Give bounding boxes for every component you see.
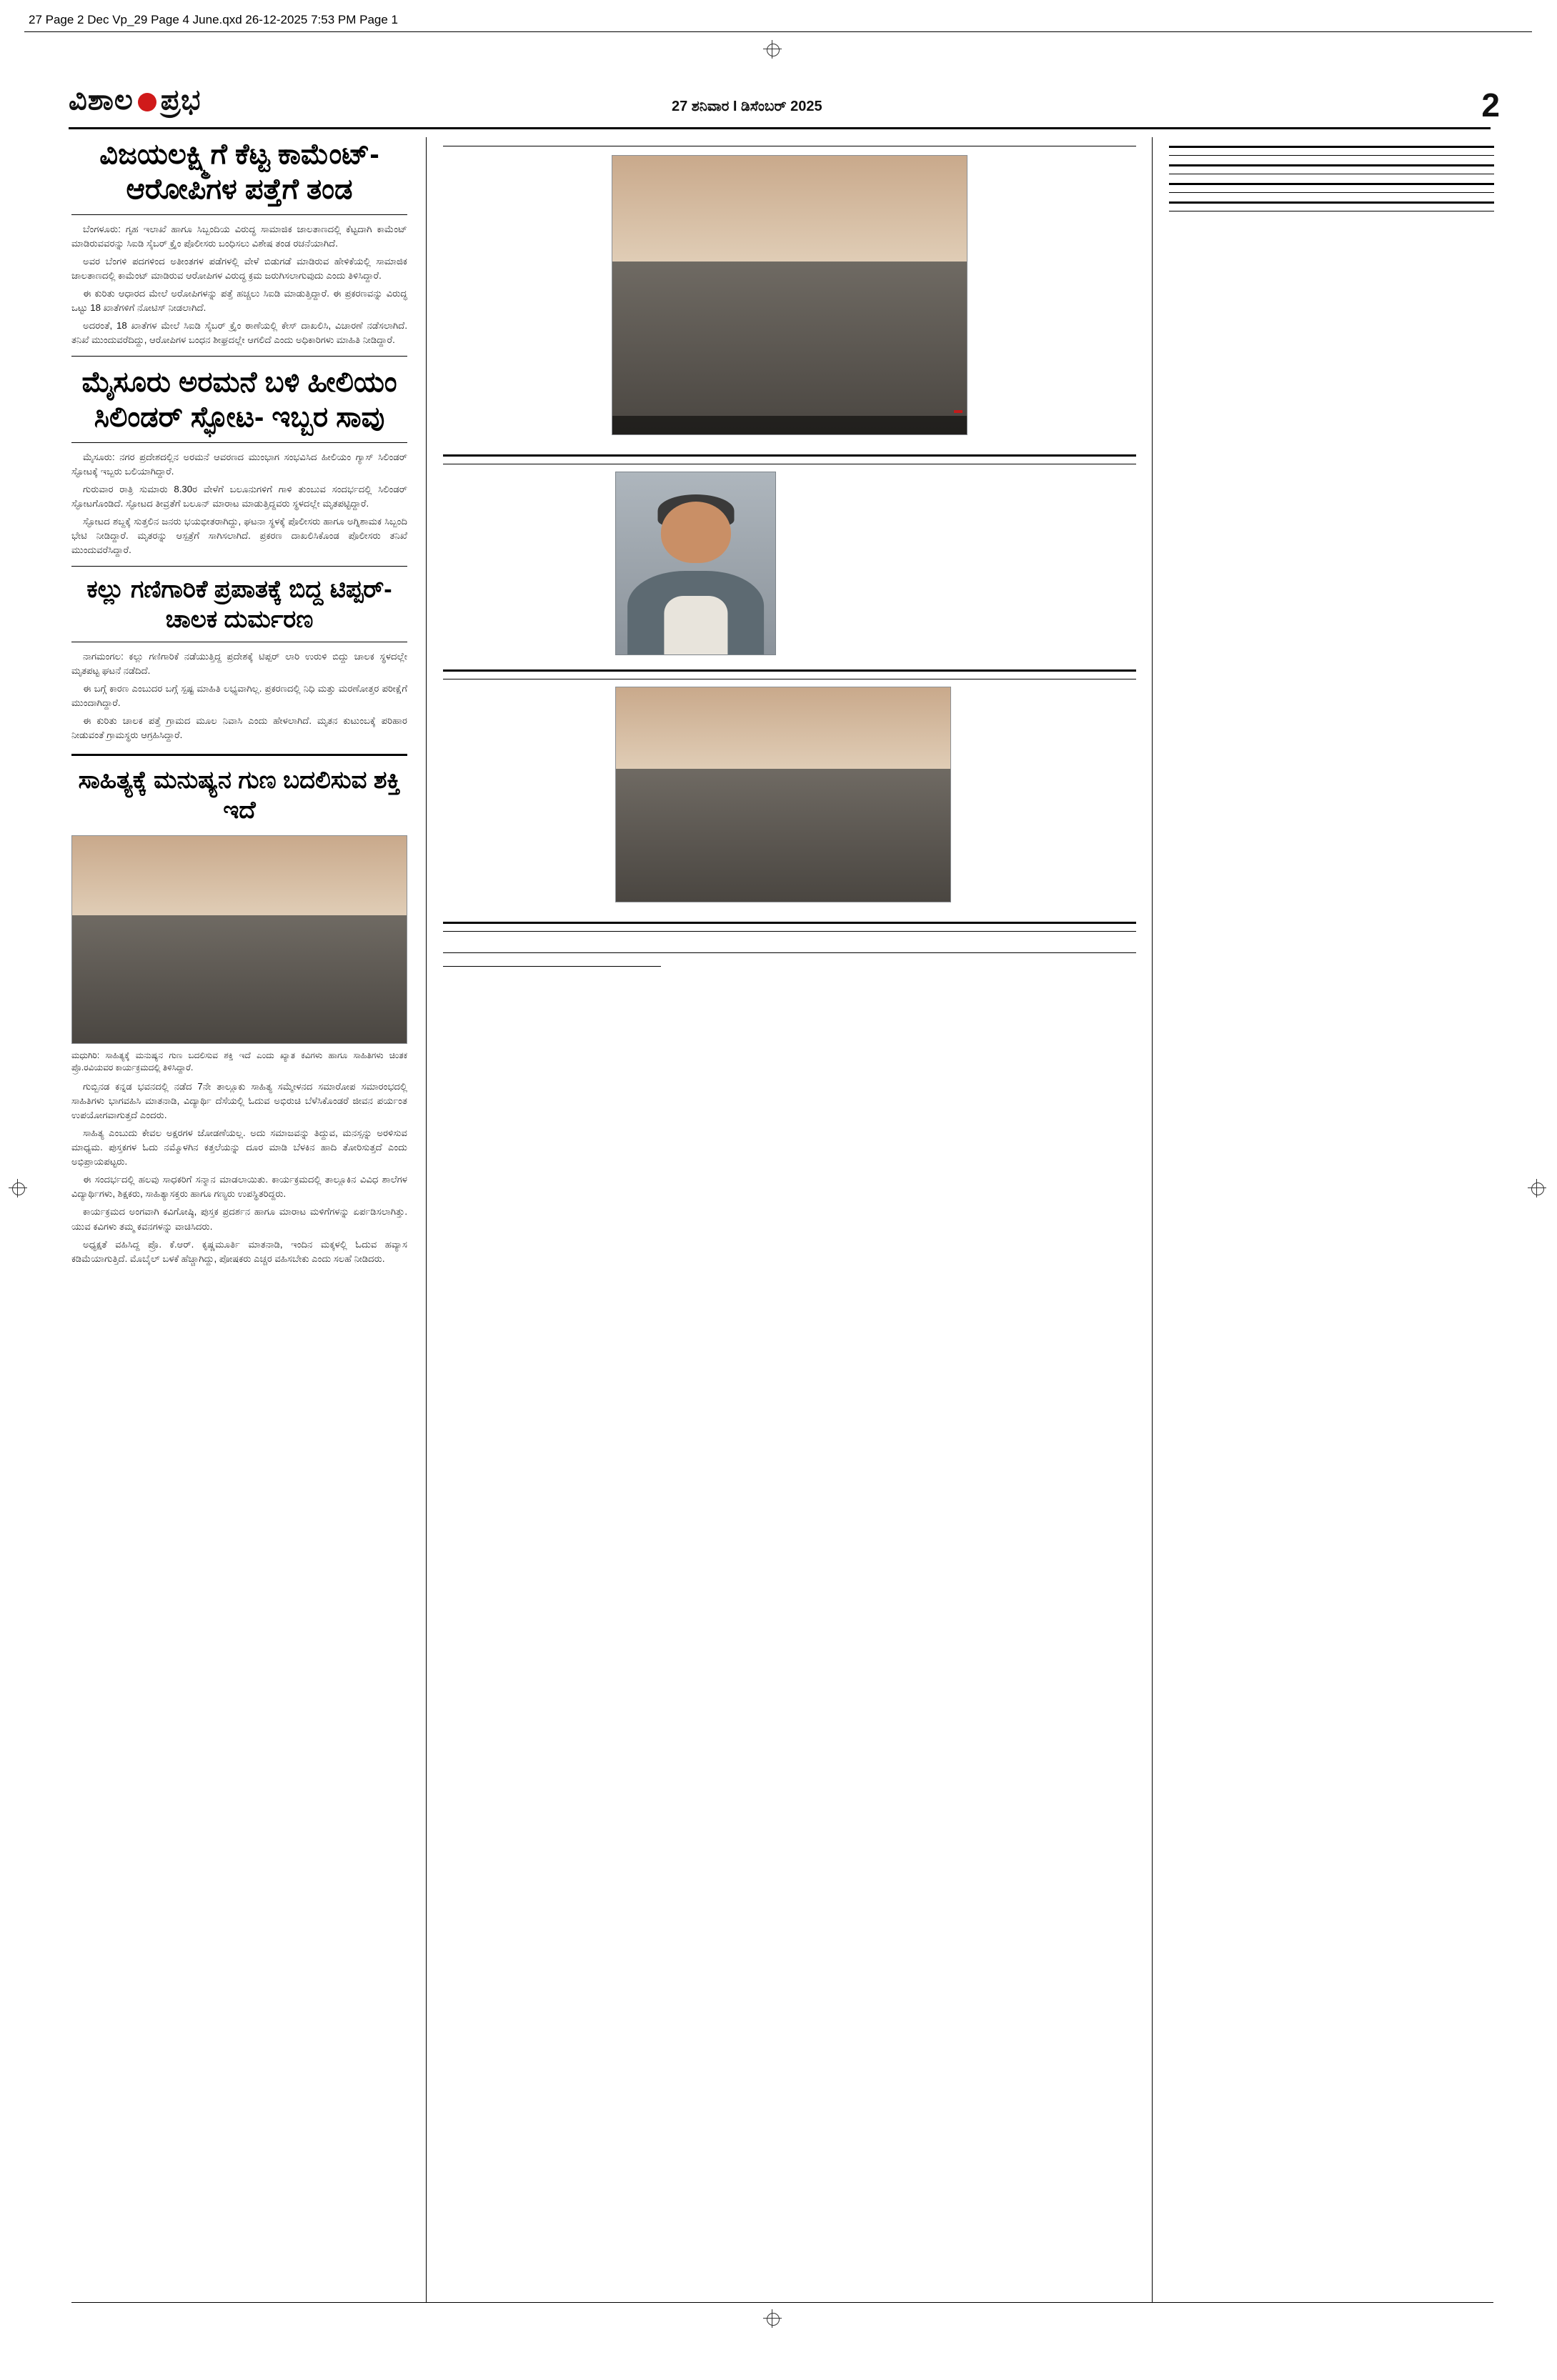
paragraph: ಅಧ್ಯಕ್ಷತೆ ವಹಿಸಿದ್ದ ಪ್ರೊ. ಕೆ.ಆರ್. ಕೃಷ್ಣಮೂರ್ತಿ ಮಾತನಾಡಿ, ಇಂದಿನ ಮಕ್ಕಳಲ್ಲಿ ಓದುವ ಹವ್ಯಾಸ ಕಡಿಮೆಯಾಗುತ್ತಿದೆ. ಮೊಬೈಲ್ ಬಳಕೆ ಹೆಚ್ಚಾಗಿದ್ದು, ಪೋಷಕರು ಎಚ್ಚರ ವಹಿಸಬೇಕು ಎಂದು ಸಲಹೆ ನೀಡಿದರು.	[71, 1238, 407, 1264]
main-col-4	[979, 155, 1136, 435]
rule	[1169, 146, 1494, 148]
article-helium-mysore-body	[71, 450, 407, 557]
main-col-4b	[963, 441, 1136, 444]
school-col-2b	[615, 908, 776, 912]
left-column	[71, 137, 407, 1270]
masthead-dot-icon	[138, 93, 156, 111]
portrait-minister	[615, 472, 776, 655]
paragraph: ಈ ಸಂದರ್ಭದಲ್ಲಿ ಹಲವು ಸಾಧಕರಿಗೆ ಸನ್ಮಾನ ಮಾಡಲಾಯಿತು. ಕಾರ್ಯಕ್ರಮದಲ್ಲಿ ತಾಲ್ಲೂಕಿನ ವಿವಿಧ ಶಾಲೆಗಳ ವಿದ್ಯಾರ್ಥಿಗಳು, ಶಿಕ್ಷಕರು, ಸಾಹಿತ್ಯಾಸಕ್ತರು ಹಾಗೂ ಗಣ್ಯರು ಉಪಸ್ಥಿತರಿದ್ದರು.	[71, 1174, 407, 1200]
headline-helium-mysore: ಮೈಸೂರು ಅರಮನೆ ಬಳಿ ಹೀಲಿಯಂ ಸಿಲಿಂಡರ್ ಸ್ಫೋಟ- ಇಬ್ಬರ ಸಾವು	[81, 367, 397, 433]
photo-main-group	[612, 155, 967, 435]
page-number: 2	[1481, 86, 1500, 124]
dateline: 27 ಶನಿವಾರ I ಡಿಸೆಂಬರ್ 2025	[672, 99, 822, 114]
rule	[71, 754, 407, 756]
print-slug: 27 Page 2 Dec Vp_29 Page 4 June.qxd 26-12-2025 7:53 PM Page 1	[29, 13, 398, 26]
hologram-col-1	[443, 939, 661, 942]
badami-col-3	[902, 960, 1136, 972]
rule	[1169, 192, 1494, 193]
slug-rule	[24, 31, 1532, 32]
photo-people-row	[79, 898, 399, 1027]
footer-rule	[71, 2302, 1493, 2303]
paragraph: ಗುಬ್ಬಿನಡ ಕನ್ನಡ ಭವನದಲ್ಲಿ ನಡೆದ 7ನೇ ತಾಲ್ಲೂಕು ಸಾಹಿತ್ಯ ಸಮ್ಮೇಳನದ ಸಮಾರೋಪ ಸಮಾರಂಭದಲ್ಲಿ ಸಾಹಿತಿಗಳು ಭಾಗವಹಿಸಿ ಮಾತನಾಡಿ, ವಿದ್ಯಾರ್ಥಿ ದೆಸೆಯಲ್ಲಿ ಓದುವ ಅಭಿರುಚಿ ಬೆಳೆಸಿಕೊಂಡರೆ ಜೀವನ ಪರ್ಯಂತ ಉಪಯೋಗವಾಗುತ್ತದೆ ಎಂದರು.	[71, 1080, 407, 1121]
rule	[443, 952, 1136, 953]
article-sahitya-body	[71, 1080, 407, 1266]
rule	[71, 566, 407, 567]
paragraph: ಕಾರ್ಯಕ್ರಮದ ಅಂಗವಾಗಿ ಕವಿಗೋಷ್ಠಿ, ಪುಸ್ತಕ ಪ್ರದರ್ಶನ ಹಾಗೂ ಮಾರಾಟ ಮಳಿಗೆಗಳನ್ನು ಏರ್ಪಡಿಸಲಾಗಿತ್ತು. ಯುವ ಕವಿಗಳು ತಮ್ಮ ಕವನಗಳನ್ನು ವಾಚಿಸಿದರು.	[71, 1206, 407, 1232]
registration-mark-left	[9, 1179, 27, 1198]
article-tipper-body	[71, 649, 407, 742]
paragraph: ಬೆಂಗಳೂರು: ಗೃಹ ಇಲಾಖೆ ಹಾಗೂ ಸಿಬ್ಬಂದಿಯ ವಿರುದ್ಧ ಸಾಮಾಜಿಕ ಜಾಲತಾಣದಲ್ಲಿ ಕೆಟ್ಟದಾಗಿ ಕಾಮೆಂಟ್ ಮಾಡಿರುವವರನ್ನು ಸಿಐಡಿ ಸೈಬರ್ ಕ್ರೈಂ ಪೊಲೀಸರು ಬಂಧಿಸಲು ವಿಶೇಷ ತಂಡ ರಚನೆಯಾಗಿದೆ.	[71, 223, 407, 249]
portrait-shirt	[664, 596, 727, 654]
masthead-left: ವಿಶಾಲ	[69, 84, 134, 116]
rule	[443, 966, 661, 967]
rule	[71, 356, 407, 357]
rule	[443, 922, 1136, 924]
school-col-4b	[960, 908, 1136, 912]
masthead-right: ಪ್ರಭ	[160, 84, 202, 116]
main-col-1b	[443, 441, 600, 444]
right-column	[1169, 137, 1494, 219]
headline-sahitya: ಸಾಹಿತ್ಯಕ್ಕೆ ಮನುಷ್ಯನ ಗುಣ ಬದಲಿಸುವ ಶಕ್ತಿ ಇದೆ	[78, 767, 401, 824]
paragraph: ಮೈಸೂರು: ನಗರ ಪ್ರದೇಶದಲ್ಲಿನ ಅರಮನೆ ಆವರಣದ ಮುಂಭಾಗ ಸಂಭವಿಸಿದ ಹೀಲಿಯಂ ಗ್ಯಾಸ್ ಸಿಲಿಂಡರ್ ಸ್ಫೋಟಕ್ಕೆ ಇಬ್ಬರು ಬಲಿಯಾಗಿದ್ದಾರೆ.	[71, 451, 407, 477]
portrait-face	[660, 502, 730, 564]
helium-portrait-wrap	[615, 472, 776, 659]
hologram-col-3	[902, 939, 1136, 942]
column-separator-2	[1152, 137, 1153, 2302]
photo-school-students	[615, 687, 951, 902]
paragraph: ಅದರಂತೆ, 18 ಖಾತೆಗಳ ಮೇಲೆ ಸಿಐಡಿ ಸೈಬರ್ ಕ್ರೈಂ ಠಾಣೆಯಲ್ಲಿ ಕೇಸ್ ದಾಖಲಿಸಿ, ವಿಚಾರಣೆ ನಡೆಸಲಾಗಿದೆ. ತನಿಖೆ ಮುಂದುವರೆದಿದ್ದು, ಆರೋಪಿಗಳ ಬಂಧನ ಶೀಘ್ರದಲ್ಲೇ ಆಗಲಿದೆ ಎಂದು ಅಧಿಕಾರಿಗಳು ಮಾಹಿತಿ ನೀಡಿದ್ದಾರೆ.	[71, 319, 407, 346]
paragraph: ಸ್ಫೋಟದ ಶಬ್ದಕ್ಕೆ ಸುತ್ತಲಿನ ಜನರು ಭಯಭೀತರಾಗಿದ್ದು, ಘಟನಾ ಸ್ಥಳಕ್ಕೆ ಪೊಲೀಸರು ಹಾಗೂ ಅಗ್ನಿಶಾಮಕ ಸಿಬ್ಬಂದಿ ಭೇಟಿ ನೀಡಿದ್ದಾರೆ. ಮೃತರನ್ನು ಆಸ್ಪತ್ರೆಗೆ ಸಾಗಿಸಲಾಗಿದೆ. ಪ್ರಕರಣ ದಾಖಲಿಸಿಕೊಂಡ ಪೊಲೀಸರು ತನಿಖೆ ಮುಂದುವರೆಸಿದ್ದಾರೆ.	[71, 515, 407, 556]
headline-tipper: ಕಲ್ಲು ಗಣಿಗಾರಿಕೆ ಪ್ರಪಾತಕ್ಕೆ ಬಿದ್ದ ಟಿಪ್ಪರ್- ಚಾಲಕ ದುರ್ಮರಣ	[86, 576, 392, 633]
paragraph: ಗುರುವಾರ ರಾತ್ರಿ ಸುಮಾರು 8.30ರ ವೇಳೆಗೆ ಬಲೂನುಗಳಿಗೆ ಗಾಳಿ ತುಂಬುವ ಸಂದರ್ಭದಲ್ಲಿ ಸಿಲಿಂಡರ್ ಸ್ಫೋಟಗೊಂಡಿದೆ. ಸ್ಫೋಟದ ತೀವ್ರತೆಗೆ ಬಲೂನ್ ಮಾರಾಟ ಮಾಡುತ್ತಿದ್ದವರು ಸ್ಥಳದಲ್ಲೇ ಮೃತಪಟ್ಟಿದ್ದಾರೆ.	[71, 483, 407, 509]
main-photo-wrap	[612, 155, 967, 435]
header-rule	[69, 127, 1491, 129]
photo-name-plate	[954, 410, 962, 413]
rule	[71, 214, 407, 215]
photo-caption-literature: ಮಧುಗಿರಿ: ಸಾಹಿತ್ಯಕ್ಕೆ ಮನುಷ್ಯನ ಗುಣ ಬದಲಿಸುವ ಶಕ್ತಿ ಇದೆ ಎಂದು ಖ್ಯಾತ ಕವಿಗಳು ಹಾಗೂ ಸಾಹಿತಿಗಳು ಚಿಂತಕ ಪ್ರೊ.ರವಿಯವರ ಕಾರ್ಯಕ್ರಮದಲ್ಲಿ ತಿಳಿಸಿದ್ದಾರೆ.	[71, 1050, 407, 1073]
rule	[443, 454, 1136, 457]
helium-col-2	[787, 472, 948, 659]
rule	[1169, 201, 1494, 204]
school-col-1	[443, 687, 604, 902]
photo-people-row	[620, 239, 960, 412]
rule	[443, 931, 1136, 932]
badami-col-1	[443, 960, 661, 972]
school-col-3	[962, 687, 1136, 902]
registration-mark-bottom	[763, 2309, 782, 2328]
registration-mark-right	[1528, 1179, 1546, 1198]
rule	[443, 669, 1136, 672]
school-col-3b	[787, 908, 948, 912]
paragraph: ಈ ಕುರಿತು ಆಧಾರದ ಮೇಲೆ ಅರೋಪಿಗಳನ್ನು ಪತ್ತೆ ಹಚ್ಚಲು ಸಿಐಡಿ ಮಾಡುತ್ತಿದ್ದಾರೆ. ಈ ಪ್ರಕರಣವನ್ನು ವಿರುದ್ಧ ಒಟ್ಟು 18 ಖಾತೆಗಳಿಗೆ ನೋಟಿಸ್ ನೀಡಲಾಗಿದೆ.	[71, 287, 407, 313]
school-col-1b	[443, 908, 604, 912]
main-story-grid	[443, 155, 1136, 435]
helium-grid	[443, 472, 1136, 659]
rule	[1169, 155, 1494, 156]
headline-vijayalakshmi: ವಿಜಯಲಕ್ಷ್ಮಿಗೆ ಕೆಟ್ಟ ಕಾಮೆಂಟ್- ಆರೋಪಿಗಳ ಪತ್ತೆಗೆ ತಂಡ	[99, 139, 379, 205]
rule	[71, 442, 407, 443]
main-col-1	[443, 155, 600, 435]
paragraph: ಅವರ ಬೆಂಗಳಿ ಪದಗಳಿಂದ ಅತೀಂತಗಳ ಪಡೆಗಳಲ್ಲಿ ವೇಳೆ ಬಿಡುಗಡೆ ಮಾಡಿರುವ ಹೇಳಿಕೆಯಲ್ಲಿ ಸಾಮಾಜಿಕ ಜಾಲತಾಣದಲ್ಲಿ ಕಾಮೆಂಟ್ ಮಾಡಿರುವ ಆರೋಪಿಗಳ ವಿರುದ್ಧ ಕ್ರಮ ಜರುಗಿಸಲಾಗುವುದು ಎಂದು ತಿಳಿಸಿದ್ದಾರೆ.	[71, 255, 407, 281]
rule	[1169, 164, 1494, 166]
article-vijayalakshmi-body	[71, 222, 407, 348]
rule	[1169, 183, 1494, 185]
paragraph: ಈ ಕುರಿತು ಚಾಲಕ ಪತ್ತೆ ಗ್ರಾಮದ ಮೂಲ ನಿವಾಸಿ ಎಂದು ಹೇಳಲಾಗಿದೆ. ಮೃತನ ಕುಟುಂಬಕ್ಕೆ ಪರಿಹಾರ ನೀಡುವಂತೆ ಗ್ರಾಮಸ್ಥರು ಆಗ್ರಹಿಸಿದ್ದಾರೆ.	[71, 715, 407, 741]
main-story-lower	[443, 441, 1136, 444]
center-column	[443, 137, 1136, 972]
photo-people-row	[622, 752, 943, 885]
badami-grid	[443, 960, 1136, 972]
school-photo-wrap	[615, 687, 951, 902]
school-grid-lower	[443, 908, 1136, 912]
photo-literature-event	[71, 835, 407, 1044]
helium-col-1	[443, 472, 604, 659]
masthead	[69, 84, 202, 116]
hologram-col-2	[672, 939, 890, 942]
registration-mark-top	[763, 40, 782, 59]
school-grid	[443, 687, 1136, 902]
photo-table-front	[612, 416, 967, 434]
main-col-2b	[612, 441, 776, 444]
helium-col-3	[960, 472, 1136, 659]
hologram-grid	[443, 939, 1136, 942]
paragraph: ಸಾಹಿತ್ಯ ಎಂಬುದು ಕೇವಲ ಅಕ್ಷರಗಳ ಜೋಡಣೆಯಲ್ಲ. ಅದು ಸಮಾಜವನ್ನು ತಿದ್ದುವ, ಮನಸ್ಸನ್ನು ಅರಳಿಸುವ ಮಾಧ್ಯಮ. ಪುಸ್ತಕಗಳ ಓದು ನಮ್ಮೊಳಗಿನ ಕತ್ತಲೆಯನ್ನು ದೂರ ಮಾಡಿ ಬೆಳಕಿನ ಹಾದಿ ತೋರಿಸುತ್ತದೆ ಎಂದು ಅಭಿಪ್ರಾಯಪಟ್ಟರು.	[71, 1127, 407, 1167]
column-separator-1	[426, 137, 427, 2302]
main-col-3b	[787, 441, 952, 444]
paragraph: ಈ ಬಗ್ಗೆ ಕಾರಣ ಎಂಬುದರ ಬಗ್ಗೆ ಸ್ಪಷ್ಟ ಮಾಹಿತಿ ಲಭ್ಯವಾಗಿಲ್ಲ. ಪ್ರಕರಣದಲ್ಲಿ ನಿಧಿ ಮತ್ತು ಮರಣೋತ್ತರ ಪರೀಕ್ಷೆಗೆ ಮುಂದಾಗಿದ್ದಾರೆ.	[71, 683, 407, 709]
badami-col-2	[672, 960, 890, 972]
paragraph: ನಾಗಮಂಗಲ: ಕಲ್ಲು ಗಣಿಗಾರಿಕೆ ನಡೆಯುತ್ತಿದ್ದ ಪ್ರದೇಶಕ್ಕೆ ಟಿಪ್ಪರ್ ಲಾರಿ ಉರುಳಿ ಬಿದ್ದು ಚಾಲಕ ಸ್ಥಳದಲ್ಲೇ ಮೃತಪಟ್ಟ ಘಟನೆ ನಡೆದಿದೆ.	[71, 651, 407, 677]
